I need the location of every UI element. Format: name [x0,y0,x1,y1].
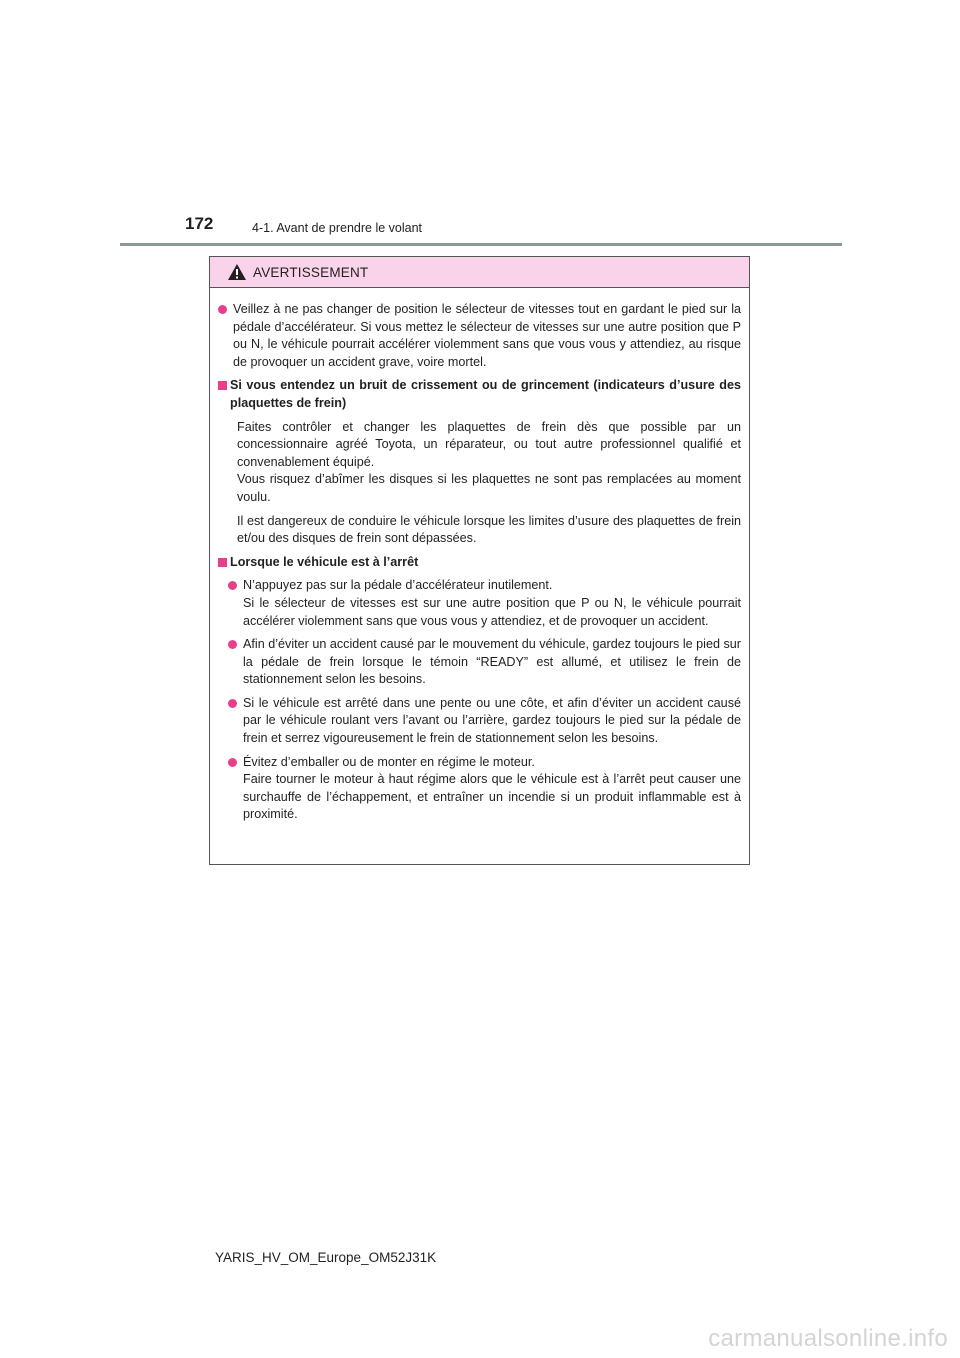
list-item [218,695,741,748]
list-item [218,577,741,630]
list-item [218,636,741,689]
bullet-dot-icon [228,758,237,767]
warning-content [210,288,749,824]
paragraph-text: Faites contrôler et changer les plaquettes de frein dès que possible par un concessionnaire agréé Toyota, un réparateur, ou tout autre professionnel qualifié et convenablement équipé. [237,419,741,469]
section-title: 4-1. Avant de prendre le volant [252,221,423,235]
paragraph-text: Il est dangereux de conduire le véhicule lorsque les limites d’usure des plaquettes de frein et/ou des disques de frein sont dépassées. [237,513,741,546]
bullet-text: Afin d’éviter un accident causé par le mouvement du véhicule, gardez toujours le pied sur la pédale de frein lorsque le témoin “READY” est allumé, et utilisez le frein de stationnement selon les besoins. [243,637,741,687]
warning-box [209,256,750,865]
section-heading-brake-wear [218,377,741,412]
watermark: carmanualsonline.info [708,1325,948,1352]
brake-paragraph-2 [218,513,741,548]
warning-header [210,257,749,288]
bullet-text: Faire tourner le moteur à haut régime alors que le véhicule est à l’arrêt peut causer une surchauffe de l’échappement, et entraîner un incendie si un produit inflammable est à proximité. [243,772,741,822]
intro-bullet-text: Veillez à ne pas changer de position le sélecteur de vitesses tout en gardant le pied sur la pédale d’accélérateur. Si vous mettez le sélecteur de vitesses sur une autre position que P ou N, le véhicule pourrait accélérer violemment sans que vous vous y attendiez, au risque de provoquer un accident grave, voire mortel. [233,302,741,369]
bullet-text: Si le sélecteur de vitesses est sur une autre position que P ou N, le véhicule pourrait accélérer violemment sans que vous vous y attendiez, et de provoquer un accident. [243,595,741,628]
bullet-dot-icon [228,699,237,708]
warning-triangle-icon [227,263,247,281]
document-code: YARIS_HV_OM_Europe_OM52J31K [215,1250,437,1265]
square-bullet-icon [218,381,227,390]
warning-title: AVERTISSEMENT [253,264,369,280]
header-rule [120,243,842,246]
section-heading-text: Lorsque le véhicule est à l’arrêt [230,554,419,569]
intro-bullet [218,301,741,371]
section-heading-stopped [218,554,741,572]
list-item [218,754,741,824]
paragraph-text: Vous risquez d’abîmer les disques si les plaquettes ne sont pas remplacées au moment voulu. [237,472,741,504]
bullet-dot-icon [228,581,237,590]
page-number: 172 [185,214,214,233]
section-heading-text: Si vous entendez un bruit de crissement ou de grincement (indicateurs d’usure des plaquettes de frein) [230,378,741,410]
bullet-text: Évitez d’emballer ou de monter en régime le moteur. [243,754,535,769]
bullet-dot-icon [218,305,227,314]
bullet-dot-icon [228,640,237,649]
bullet-text: N’appuyez pas sur la pédale d’accélérateur inutilement. [243,578,553,593]
brake-paragraph-1 [218,419,741,507]
square-bullet-icon [218,558,227,567]
bullet-text: Si le véhicule est arrêté dans une pente ou une côte, et afin d’éviter un accident causé par le véhicule roulant vers l’avant ou l’arrière, gardez toujours le pied sur la pédale de frein et serrez vigoureusement le frein de stationnement selon les besoins. [243,695,741,746]
